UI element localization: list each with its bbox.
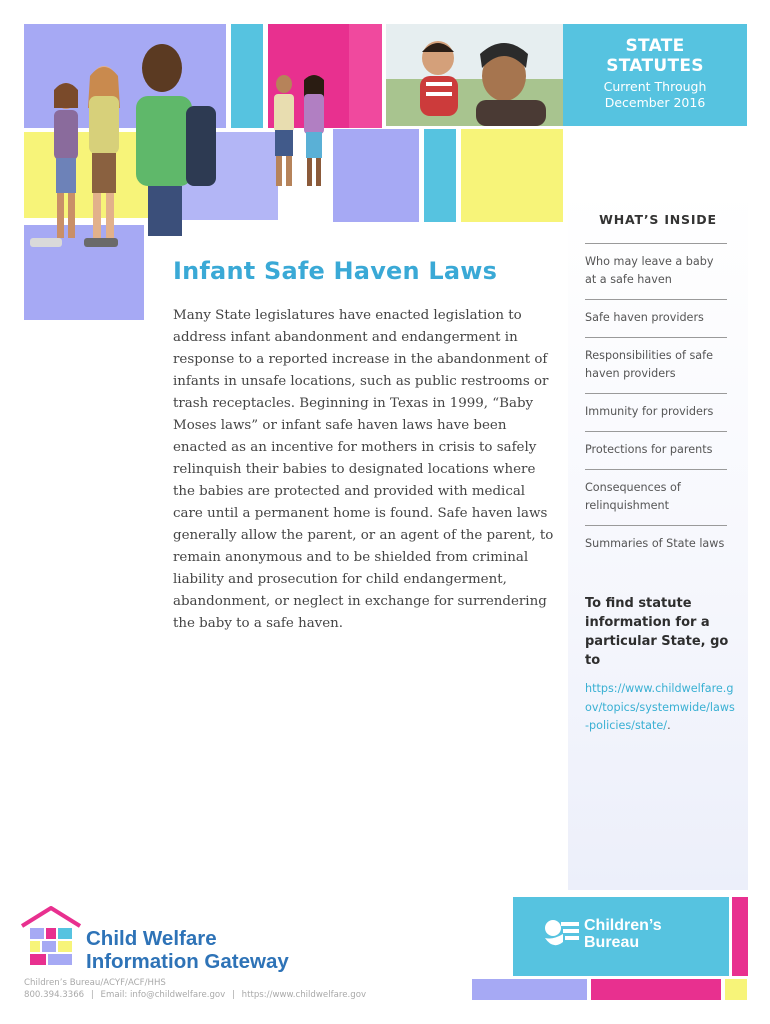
mosaic-cyan-strip xyxy=(231,24,263,128)
mosaic-yellow-right xyxy=(461,129,563,222)
cwig-wordmark-line2: Information Gateway xyxy=(86,950,289,973)
current-through-line1: Current Through xyxy=(603,79,707,94)
intro-paragraph: Many State legislatures have enacted legislation to address infant abandonment and endangerment in response to a reported increase in the abandonment of infants in unsafe locations, such as public restrooms or trash receptacles. Beginning in Texas in 1999, “Baby Moses laws” or infant safe haven laws have been enacted as an incentive for mothers in crisis to safely relinquish their babies to designated locations where the babies are protected and provided with medical care until a permanent home is found. Safe haven laws generally allow the parent, or an agent of the parent, to remain anonymous and to be shielded from criminal liability and prosecution for child endangerment, abandonment, or neglect in exchange for surrendering the baby to a safe haven. xyxy=(173,308,554,631)
cwig-wordmark-line1: Child Welfare xyxy=(86,927,217,950)
footer-yellow-square xyxy=(725,979,747,1000)
contents-item-summaries: Summaries of State laws xyxy=(585,525,727,563)
photo-children-group xyxy=(26,38,231,253)
cb-wordmark-line1: Children’s xyxy=(584,917,662,934)
contents-item-consequences: Consequences of relinquishment xyxy=(585,469,727,525)
footer-phone: 800.394.3366 xyxy=(24,990,85,1000)
badge-title-line1: STATE xyxy=(625,36,685,56)
state-statutes-link[interactable]: https://www.childwelfare.gov/topics/systemwide/laws-policies/state/ xyxy=(585,682,735,732)
cb-wordmark-line2: Bureau xyxy=(584,933,640,951)
footer-contact-line xyxy=(24,990,366,1000)
whats-inside-sidebar xyxy=(568,190,748,890)
footer-magenta-bar xyxy=(591,979,721,1000)
page-title: Infant Safe Haven Laws xyxy=(173,257,498,285)
footer-agency: Children’s Bureau/ACYF/ACF/HHS xyxy=(24,978,166,988)
footer-email-label: Email: xyxy=(100,990,128,1000)
current-through-line2: December 2016 xyxy=(604,95,706,110)
mosaic-lavender-mid xyxy=(333,129,419,222)
cwig-house-logo xyxy=(20,906,82,968)
footer-lavender-bar xyxy=(472,979,587,1000)
mosaic-cyan-mid xyxy=(424,129,456,222)
find-statute-heading: To find statute information for a particular State, go to xyxy=(585,596,729,668)
mosaic-pink-strip xyxy=(349,24,382,128)
photo-two-kids xyxy=(264,68,336,193)
footer-website-link[interactable]: https://www.childwelfare.gov xyxy=(241,990,367,1000)
contents-item-who-may-leave: Who may leave a baby at a safe haven xyxy=(585,243,727,299)
cb-flag-icon xyxy=(541,914,581,954)
footer-sep-1: | xyxy=(90,990,94,1000)
childrens-bureau-wordmark xyxy=(584,918,662,951)
state-statutes-badge xyxy=(563,24,747,126)
badge-title-line2: STATUTES xyxy=(606,56,704,76)
cwig-wordmark xyxy=(86,927,289,973)
contents-list xyxy=(585,243,727,563)
whats-inside-heading: WHAT’S INSIDE xyxy=(599,212,717,227)
footer-email-link[interactable]: info@childwelfare.gov xyxy=(130,990,226,1000)
footer-sep-2: | xyxy=(232,990,235,1000)
contents-item-protections: Protections for parents xyxy=(585,431,727,469)
contents-item-responsibilities: Responsibilities of safe haven providers xyxy=(585,337,727,393)
contents-item-immunity: Immunity for providers xyxy=(585,393,727,431)
link-period: . xyxy=(667,719,671,732)
photo-father-and-baby xyxy=(386,24,563,126)
find-statute-link-wrap xyxy=(585,680,735,736)
contents-item-providers: Safe haven providers xyxy=(585,299,727,337)
footer-pink-strip xyxy=(732,897,748,976)
